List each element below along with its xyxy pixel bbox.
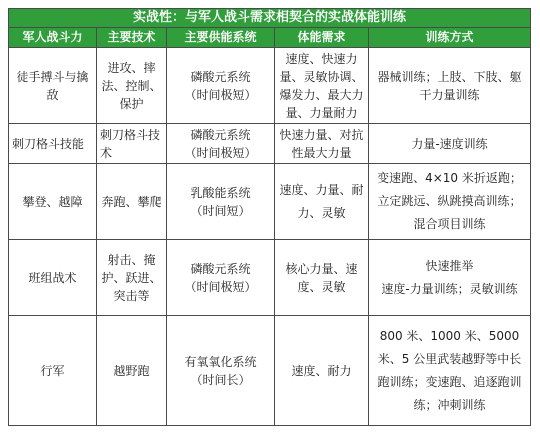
cell-energy-system xyxy=(167,124,275,164)
table-title: 实战性：与军人战斗需求相契合的实战体能训练 xyxy=(9,9,531,28)
table-row xyxy=(9,164,531,240)
header-technique: 主要技术 xyxy=(97,28,167,48)
cell-ability: 行军 xyxy=(9,316,97,426)
training-table-container xyxy=(8,8,530,426)
table-row xyxy=(9,124,531,164)
energy-system-duration: （时间极短） xyxy=(184,279,257,294)
cell-technique: 奔跑、攀爬 xyxy=(97,164,167,240)
training-table xyxy=(8,8,531,426)
table-header-row xyxy=(9,28,531,48)
table-row xyxy=(9,316,531,426)
cell-demand: 速度、力量、耐力、灵敏 xyxy=(275,164,369,240)
energy-system-name: 乳酸能系统 xyxy=(190,185,251,200)
cell-training: 器械训练；上肢、下肢、躯干力量训练 xyxy=(369,48,531,124)
cell-technique: 刺刀格斗技术 xyxy=(97,124,167,164)
header-demand: 体能需求 xyxy=(275,28,369,48)
header-energy-system: 主要供能系统 xyxy=(167,28,275,48)
energy-system-name: 磷酸元系统 xyxy=(190,261,251,276)
cell-energy-system xyxy=(167,48,275,124)
cell-training: 变速跑、4×10 米折返跑；立定跳远、纵跳摸高训练；混合项目训练 xyxy=(369,164,531,240)
cell-ability: 班组战术 xyxy=(9,240,97,316)
cell-energy-system xyxy=(167,240,275,316)
cell-demand: 速度、快速力量、灵敏协调、爆发力、最大力量、力量耐力 xyxy=(275,48,369,124)
table-title-row xyxy=(9,9,531,28)
header-ability: 军人战斗力 xyxy=(9,28,97,48)
energy-system-duration: （时间长） xyxy=(190,372,251,387)
cell-technique: 射击、掩护、跃进、突击等 xyxy=(97,240,167,316)
cell-training: 800 米、1000 米、5000 米、5 公里武装越野等中长跑训练；变速跑、追逐跑训练；冲刺训练 xyxy=(369,316,531,426)
energy-system-duration: （时间极短） xyxy=(184,145,257,160)
energy-system-duration: （时间短） xyxy=(190,203,251,218)
cell-energy-system xyxy=(167,164,275,240)
cell-technique: 进攻、摔法、控制、保护 xyxy=(97,48,167,124)
cell-ability: 刺刀格斗技能 xyxy=(9,124,97,164)
energy-system-name: 有氧氧化系统 xyxy=(184,354,257,369)
cell-demand: 快速力量、对抗性最大力量 xyxy=(275,124,369,164)
cell-training: 力量-速度训练 xyxy=(369,124,531,164)
cell-ability: 攀登、越障 xyxy=(9,164,97,240)
energy-system-name: 磷酸元系统 xyxy=(190,69,251,84)
cell-ability: 徒手搏斗与擒敌 xyxy=(9,48,97,124)
cell-energy-system xyxy=(167,316,275,426)
energy-system-duration: （时间极短） xyxy=(184,87,257,102)
cell-demand: 速度、耐力 xyxy=(275,316,369,426)
header-training: 训练方式 xyxy=(369,28,531,48)
cell-demand: 核心力量、速度、灵敏 xyxy=(275,240,369,316)
cell-training: 快速推举 速度-力量训练；灵敏训练 xyxy=(369,240,531,316)
energy-system-name: 磷酸元系统 xyxy=(190,127,251,142)
table-row xyxy=(9,240,531,316)
cell-technique: 越野跑 xyxy=(97,316,167,426)
table-row xyxy=(9,48,531,124)
